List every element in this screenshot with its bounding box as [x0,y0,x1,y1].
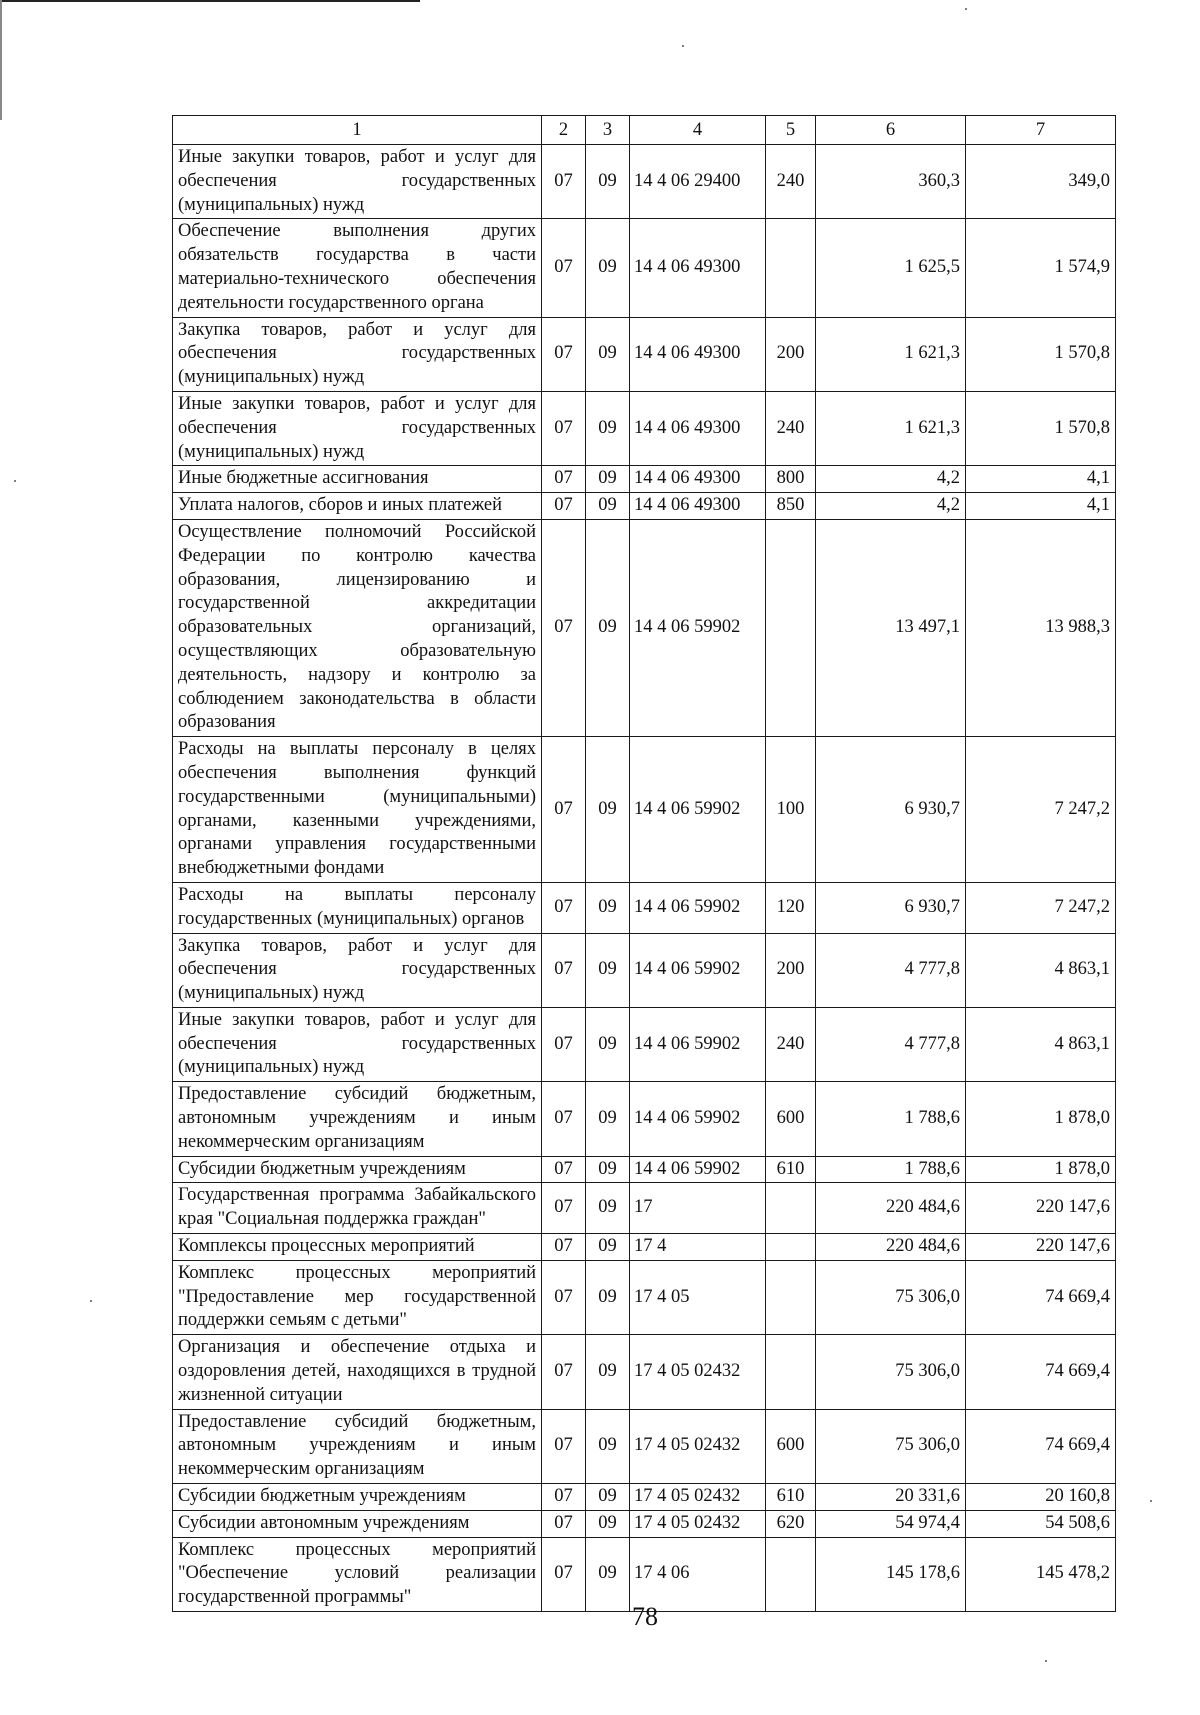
scan-edge-line [0,0,2,120]
row-target-article: 14 4 06 49300 [630,391,766,465]
row-amount-col7: 4,1 [966,493,1116,520]
row-amount-col7: 220 147,6 [966,1183,1116,1234]
table-row [173,1335,1116,1409]
row-section: 07 [542,219,586,317]
row-section: 07 [542,519,586,736]
row-expense-type: 610 [766,1484,816,1511]
budget-table [172,115,1116,1612]
row-subsection: 09 [586,1484,630,1511]
row-expense-type [766,1537,816,1611]
row-section: 07 [542,1537,586,1611]
table-row [173,1409,1116,1483]
row-target-article: 14 4 06 49300 [630,317,766,391]
row-section: 07 [542,317,586,391]
row-amount-col6: 75 306,0 [816,1335,966,1409]
row-amount-col6: 75 306,0 [816,1409,966,1483]
row-target-article: 14 4 06 49300 [630,466,766,493]
row-amount-col7: 349,0 [966,145,1116,219]
row-section: 07 [542,882,586,933]
row-description: Комплексы процессных мероприятий [173,1234,542,1261]
table-row [173,1260,1116,1334]
row-description: Комплекс процессных мероприятий "Предоставление мер государственной поддержки семьям с детьми" [173,1260,542,1334]
row-section: 07 [542,1484,586,1511]
row-amount-col6: 54 974,4 [816,1510,966,1537]
row-description: Расходы на выплаты персоналу государственных (муниципальных) органов [173,882,542,933]
row-amount-col6: 4,2 [816,466,966,493]
row-subsection: 09 [586,1537,630,1611]
scan-edge-line [0,0,420,2]
row-description: Субсидии бюджетным учреждениям [173,1484,542,1511]
budget-table-body [173,116,1116,1612]
table-row [173,493,1116,520]
row-expense-type [766,1335,816,1409]
table-row [173,1234,1116,1261]
row-amount-col7: 74 669,4 [966,1335,1116,1409]
row-section: 07 [542,1409,586,1483]
row-amount-col7: 1 570,8 [966,317,1116,391]
row-target-article: 14 4 06 59902 [630,1007,766,1081]
row-target-article: 14 4 06 59902 [630,1082,766,1156]
row-amount-col6: 1 621,3 [816,391,966,465]
row-amount-col7: 220 147,6 [966,1234,1116,1261]
row-description: Иные закупки товаров, работ и услуг для обеспечения государственных (муниципальных) нужд [173,1007,542,1081]
page-number: 78 [632,1602,658,1631]
row-section: 07 [542,1335,586,1409]
row-target-article: 17 4 [630,1234,766,1261]
row-amount-col7: 4 863,1 [966,933,1116,1007]
row-amount-col7: 145 478,2 [966,1537,1116,1611]
row-expense-type [766,1260,816,1334]
row-expense-type [766,219,816,317]
row-subsection: 09 [586,1156,630,1183]
row-description: Предоставление субсидий бюджетным, автономным учреждениям и иным некоммерческим организациям [173,1409,542,1483]
row-subsection: 09 [586,391,630,465]
row-amount-col6: 1 625,5 [816,219,966,317]
header-cell: 3 [586,116,630,145]
row-subsection: 09 [586,219,630,317]
row-amount-col7: 7 247,2 [966,882,1116,933]
row-target-article: 17 [630,1183,766,1234]
row-expense-type [766,1234,816,1261]
row-section: 07 [542,1234,586,1261]
header-cell: 5 [766,116,816,145]
row-amount-col7: 1 878,0 [966,1082,1116,1156]
table-row [173,1007,1116,1081]
row-amount-col6: 220 484,6 [816,1183,966,1234]
scan-speck [682,45,684,47]
row-section: 07 [542,466,586,493]
row-amount-col6: 13 497,1 [816,519,966,736]
table-row [173,1082,1116,1156]
row-section: 07 [542,145,586,219]
scan-speck [14,480,16,482]
row-amount-col6: 145 178,6 [816,1537,966,1611]
row-subsection: 09 [586,1183,630,1234]
row-subsection: 09 [586,1409,630,1483]
row-amount-col7: 4,1 [966,466,1116,493]
row-section: 07 [542,1260,586,1334]
table-row [173,519,1116,736]
row-expense-type: 620 [766,1510,816,1537]
row-amount-col6: 1 788,6 [816,1082,966,1156]
row-expense-type: 610 [766,1156,816,1183]
row-section: 07 [542,1183,586,1234]
row-amount-col7: 74 669,4 [966,1409,1116,1483]
row-subsection: 09 [586,317,630,391]
row-subsection: 09 [586,1510,630,1537]
row-description: Закупка товаров, работ и услуг для обеспечения государственных (муниципальных) нужд [173,317,542,391]
row-subsection: 09 [586,466,630,493]
row-amount-col7: 1 878,0 [966,1156,1116,1183]
row-expense-type: 600 [766,1409,816,1483]
header-cell: 2 [542,116,586,145]
row-amount-col6: 220 484,6 [816,1234,966,1261]
row-description: Закупка товаров, работ и услуг для обеспечения государственных (муниципальных) нужд [173,933,542,1007]
row-section: 07 [542,737,586,883]
row-amount-col6: 20 331,6 [816,1484,966,1511]
header-cell: 1 [173,116,542,145]
table-header-row [173,116,1116,145]
row-subsection: 09 [586,933,630,1007]
row-expense-type: 200 [766,317,816,391]
row-expense-type: 850 [766,493,816,520]
table-row [173,391,1116,465]
row-description: Организация и обеспечение отдыха и оздоровления детей, находящихся в трудной жизненной ситуации [173,1335,542,1409]
row-amount-col7: 7 247,2 [966,737,1116,883]
row-section: 07 [542,1007,586,1081]
row-expense-type: 200 [766,933,816,1007]
row-amount-col6: 6 930,7 [816,882,966,933]
row-amount-col6: 6 930,7 [816,737,966,883]
table-row [173,1156,1116,1183]
row-target-article: 17 4 05 02432 [630,1510,766,1537]
row-section: 07 [542,391,586,465]
table-row [173,882,1116,933]
row-expense-type [766,1183,816,1234]
row-target-article: 17 4 05 02432 [630,1484,766,1511]
row-description: Государственная программа Забайкальского края "Социальная поддержка граждан" [173,1183,542,1234]
scan-speck [90,1300,92,1302]
row-target-article: 17 4 05 [630,1260,766,1334]
row-amount-col7: 54 508,6 [966,1510,1116,1537]
row-subsection: 09 [586,1007,630,1081]
table-row [173,1537,1116,1611]
row-target-article: 14 4 06 59902 [630,933,766,1007]
row-subsection: 09 [586,737,630,883]
row-subsection: 09 [586,1082,630,1156]
row-target-article: 14 4 06 29400 [630,145,766,219]
row-amount-col6: 4,2 [816,493,966,520]
row-section: 07 [542,493,586,520]
row-amount-col6: 1 788,6 [816,1156,966,1183]
row-amount-col7: 20 160,8 [966,1484,1116,1511]
row-expense-type: 600 [766,1082,816,1156]
row-section: 07 [542,933,586,1007]
row-description: Иные закупки товаров, работ и услуг для обеспечения государственных (муниципальных) нужд [173,145,542,219]
scan-speck [1045,1660,1047,1662]
table-row [173,317,1116,391]
row-description: Субсидии бюджетным учреждениям [173,1156,542,1183]
row-description: Комплекс процессных мероприятий "Обеспечение условий реализации государственной программы" [173,1537,542,1611]
row-subsection: 09 [586,145,630,219]
row-description: Предоставление субсидий бюджетным, автономным учреждениям и иным некоммерческим организациям [173,1082,542,1156]
row-description: Уплата налогов, сборов и иных платежей [173,493,542,520]
header-cell: 7 [966,116,1116,145]
row-target-article: 14 4 06 59902 [630,519,766,736]
row-target-article: 14 4 06 59902 [630,737,766,883]
row-amount-col7: 13 988,3 [966,519,1116,736]
row-description: Расходы на выплаты персоналу в целях обеспечения выполнения функций государственными (муниципальными) органами, казенными учреждениями, органами управления государственными внебюджетными фондами [173,737,542,883]
row-target-article: 17 4 06 [630,1537,766,1611]
row-amount-col6: 4 777,8 [816,1007,966,1081]
row-amount-col7: 4 863,1 [966,1007,1116,1081]
row-amount-col7: 1 574,9 [966,219,1116,317]
table-row [173,1183,1116,1234]
row-subsection: 09 [586,882,630,933]
table-row [173,737,1116,883]
row-expense-type: 240 [766,145,816,219]
table-row [173,1484,1116,1511]
row-expense-type: 240 [766,391,816,465]
scan-speck [965,8,967,10]
row-amount-col6: 360,3 [816,145,966,219]
row-target-article: 17 4 05 02432 [630,1409,766,1483]
row-target-article: 14 4 06 59902 [630,882,766,933]
table-row [173,219,1116,317]
row-description: Иные бюджетные ассигнования [173,466,542,493]
row-target-article: 17 4 05 02432 [630,1335,766,1409]
row-amount-col7: 74 669,4 [966,1260,1116,1334]
row-section: 07 [542,1156,586,1183]
row-target-article: 14 4 06 49300 [630,219,766,317]
table-row [173,1510,1116,1537]
row-description: Обеспечение выполнения других обязательств государства в части материально-технического обеспечения деятельности государственного органа [173,219,542,317]
row-description: Субсидии автономным учреждениям [173,1510,542,1537]
row-section: 07 [542,1510,586,1537]
table-row [173,933,1116,1007]
header-cell: 6 [816,116,966,145]
row-expense-type [766,519,816,736]
table-row [173,145,1116,219]
row-section: 07 [542,1082,586,1156]
row-expense-type: 100 [766,737,816,883]
header-cell: 4 [630,116,766,145]
scan-speck [1150,1500,1152,1502]
row-description: Осуществление полномочий Российской Федерации по контролю качества образования, лицензированию и государственной аккредитации образовательных организаций, осуществляющих образовательную деятельность, надзору и контролю за соблюдением законодательства в области образования [173,519,542,736]
row-expense-type: 800 [766,466,816,493]
row-amount-col6: 4 777,8 [816,933,966,1007]
row-target-article: 14 4 06 59902 [630,1156,766,1183]
row-expense-type: 240 [766,1007,816,1081]
row-description: Иные закупки товаров, работ и услуг для обеспечения государственных (муниципальных) нужд [173,391,542,465]
row-subsection: 09 [586,493,630,520]
row-amount-col7: 1 570,8 [966,391,1116,465]
row-expense-type: 120 [766,882,816,933]
row-amount-col6: 1 621,3 [816,317,966,391]
row-subsection: 09 [586,1335,630,1409]
row-subsection: 09 [586,519,630,736]
row-amount-col6: 75 306,0 [816,1260,966,1334]
row-subsection: 09 [586,1260,630,1334]
row-subsection: 09 [586,1234,630,1261]
table-row [173,466,1116,493]
row-target-article: 14 4 06 49300 [630,493,766,520]
